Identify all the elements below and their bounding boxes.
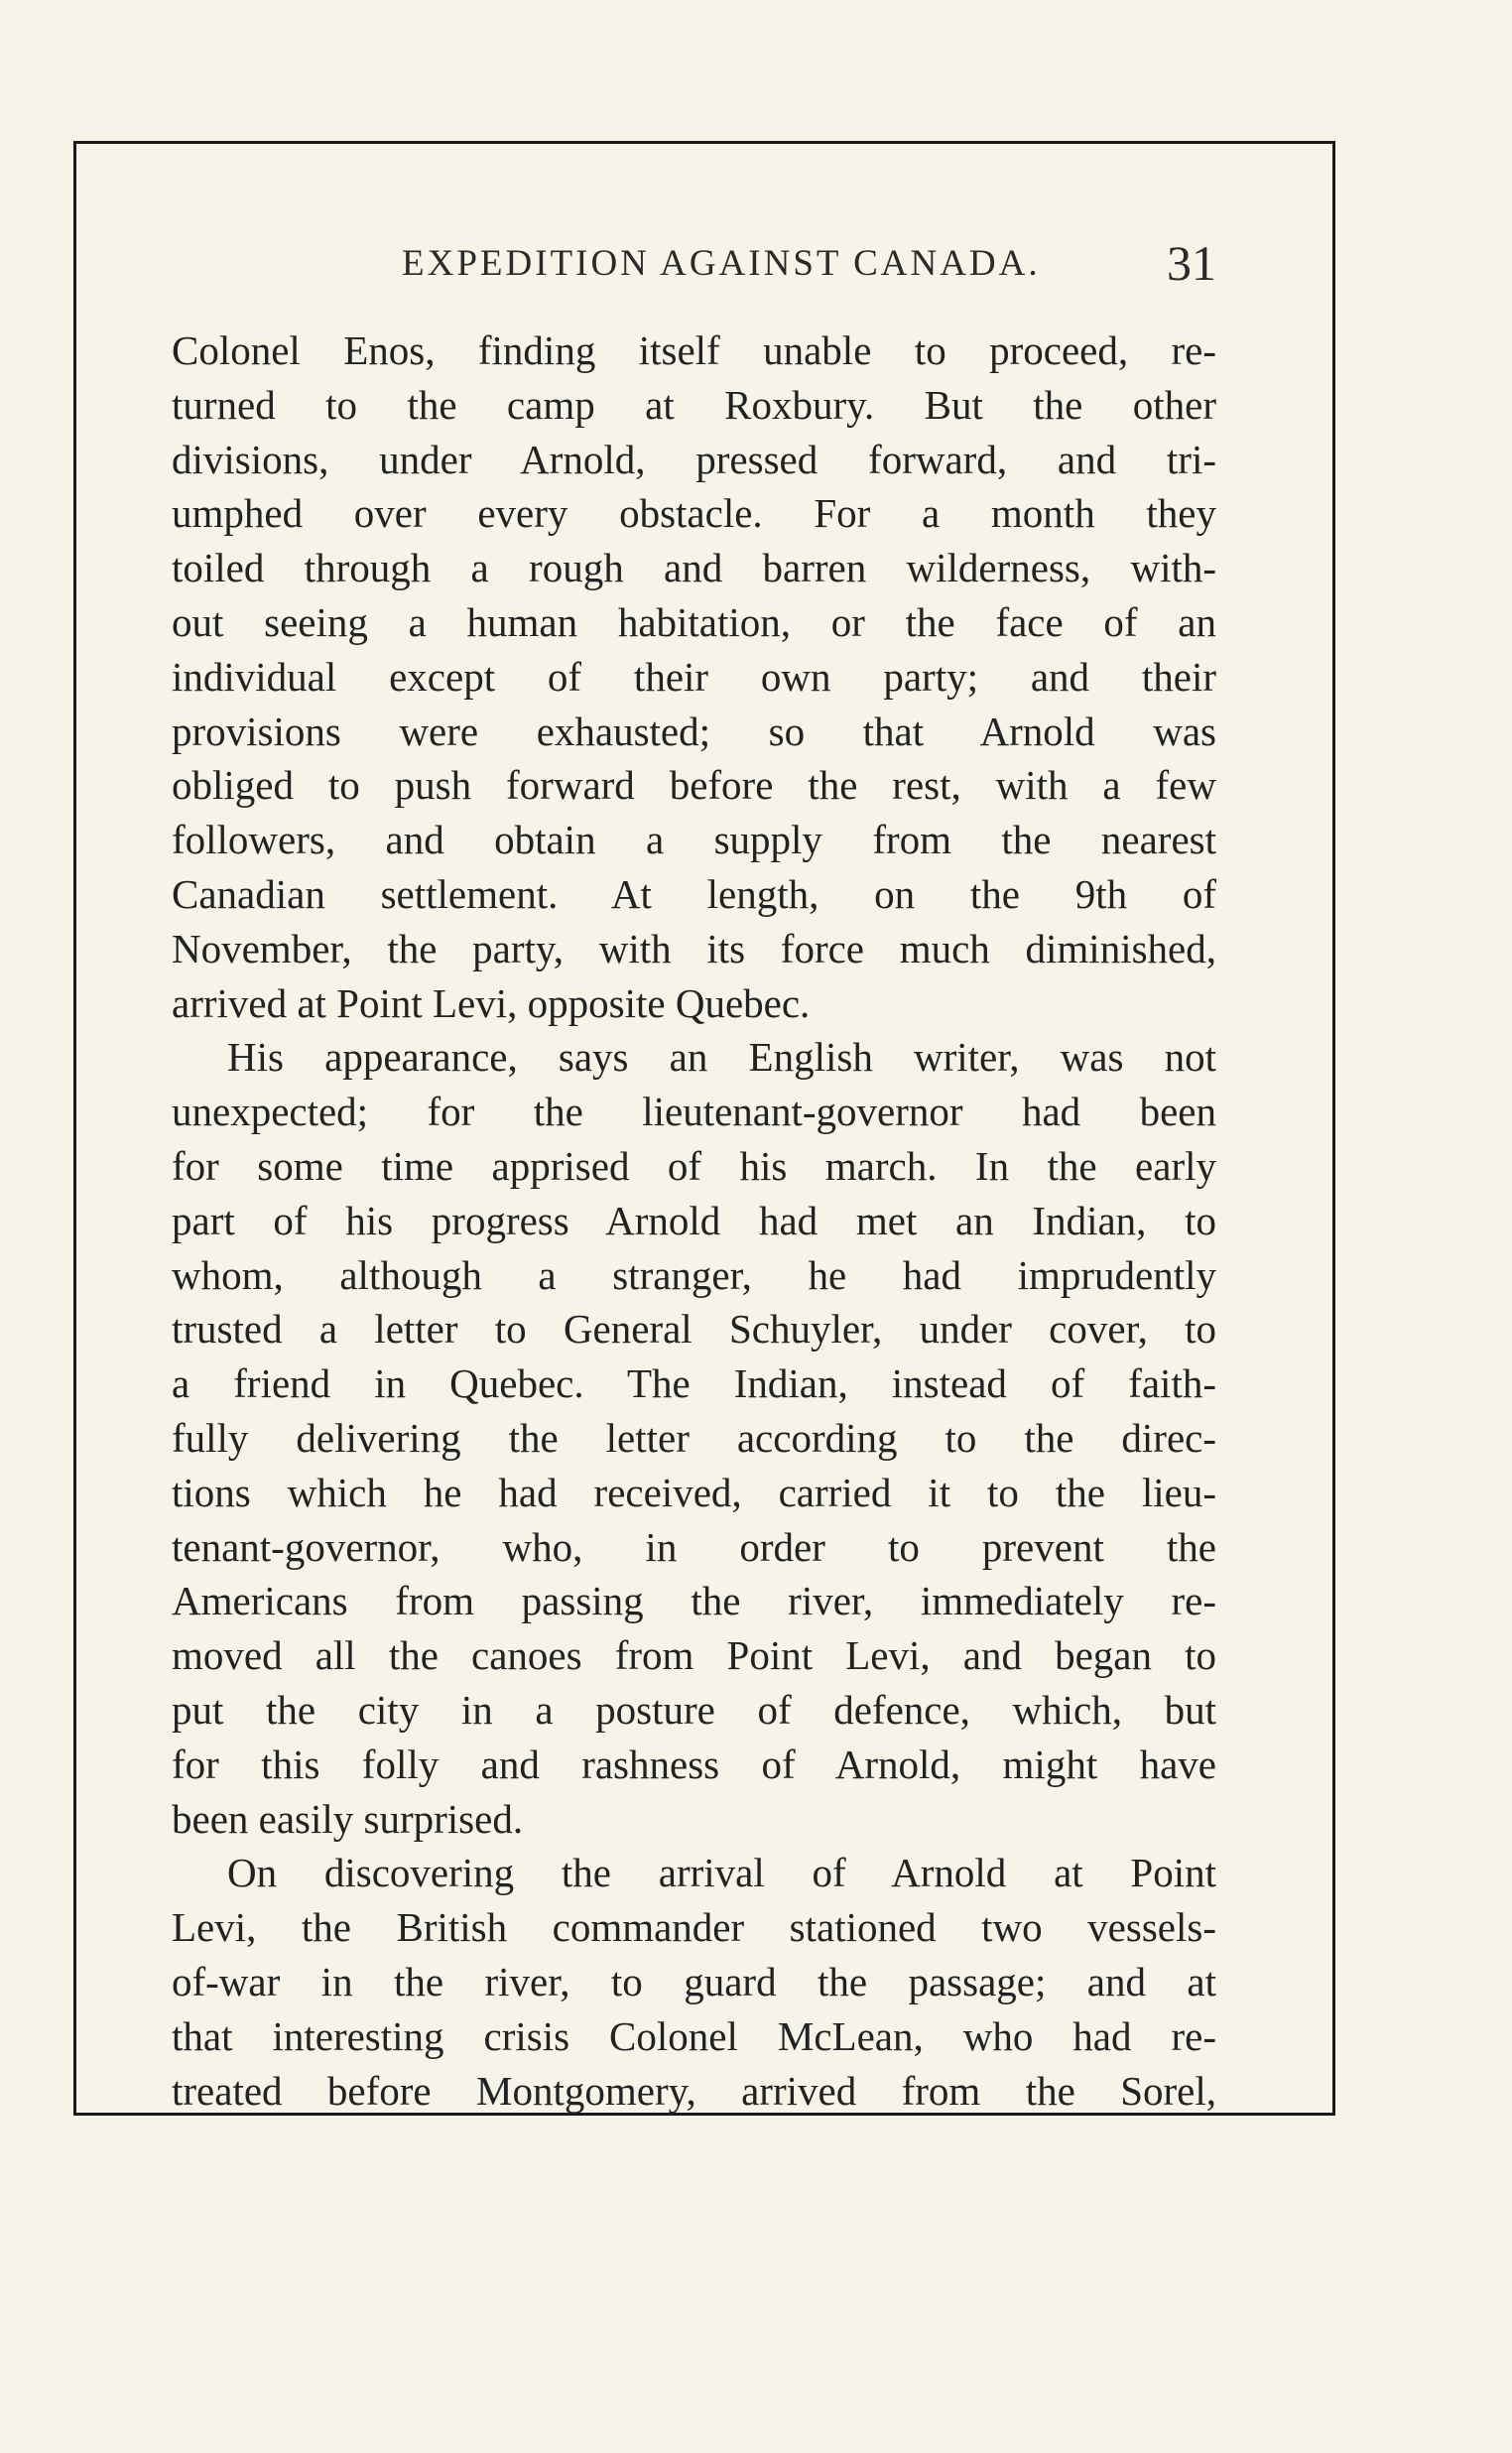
text-line: individual except of their own party; and their	[172, 653, 1216, 700]
text-line: turned to the camp at Roxbury. But the other	[172, 381, 1216, 428]
text-line: unexpected; for the lieutenant-governor had been	[172, 1089, 1216, 1135]
paragraph-end-line: been easily surprised.	[172, 1795, 524, 1842]
text-line: Levi, the British commander stationed two vessels-	[172, 1904, 1216, 1951]
text-line: umphed over every obstacle. For a month they	[172, 490, 1216, 537]
text-line: for this folly and rashness of Arnold, might have	[172, 1741, 1216, 1787]
text-line: trusted a letter to General Schuyler, under cover, to	[172, 1306, 1216, 1353]
text-line: Americans from passing the river, immediately re-	[172, 1578, 1216, 1624]
text-line: put the city in a posture of defence, which, but	[172, 1686, 1216, 1733]
text-line: of-war in the river, to guard the passage; and at	[172, 1958, 1216, 2004]
text-line: for some time apprised of his march. In the early	[172, 1142, 1216, 1189]
text-line: provisions were exhausted; so that Arnold was	[172, 708, 1216, 754]
text-line: toiled through a rough and barren wilderness, with-	[172, 545, 1216, 591]
text-line: Canadian settlement. At length, on the 9th of	[172, 870, 1216, 917]
text-line: divisions, under Arnold, pressed forward, and tri-	[172, 436, 1216, 482]
text-line: whom, although a stranger, he had imprudently	[172, 1251, 1216, 1298]
paragraph-start-line: His appearance, says an English writer, was not	[227, 1034, 1216, 1081]
text-line: followers, and obtain a supply from the nearest	[172, 817, 1216, 863]
text-line: that interesting crisis Colonel McLean, who had re-	[172, 2012, 1216, 2059]
text-line: tenant-governor, who, in order to prevent the	[172, 1523, 1216, 1570]
text-line: fully delivering the letter according to the direc-	[172, 1414, 1216, 1461]
paragraph-start-line: On discovering the arrival of Arnold at Point	[227, 1850, 1216, 1896]
text-line: November, the party, with its force much diminished,	[172, 925, 1216, 971]
page-number: 31	[1167, 235, 1216, 291]
paragraph-end-line: arrived at Point Levi, opposite Quebec.	[172, 979, 811, 1026]
running-head	[172, 234, 1216, 294]
text-line: obliged to push forward before the rest, with a few	[172, 762, 1216, 809]
text-line: out seeing a human habitation, or the face of an	[172, 598, 1216, 645]
text-line: tions which he had received, carried it to the lieu-	[172, 1469, 1216, 1515]
body-text	[172, 323, 1216, 2118]
text-line: moved all the canoes from Point Levi, and began to	[172, 1632, 1216, 1679]
text-line: part of his progress Arnold had met an Indian, to	[172, 1197, 1216, 1243]
running-title: EXPEDITION AGAINST CANADA.	[402, 243, 1041, 284]
text-line: a friend in Quebec. The Indian, instead of faith-	[172, 1360, 1216, 1407]
text-line: treated before Montgomery, arrived from the Sorel,	[172, 2067, 1216, 2114]
text-line: Colonel Enos, finding itself unable to proceed, re-	[172, 327, 1216, 373]
